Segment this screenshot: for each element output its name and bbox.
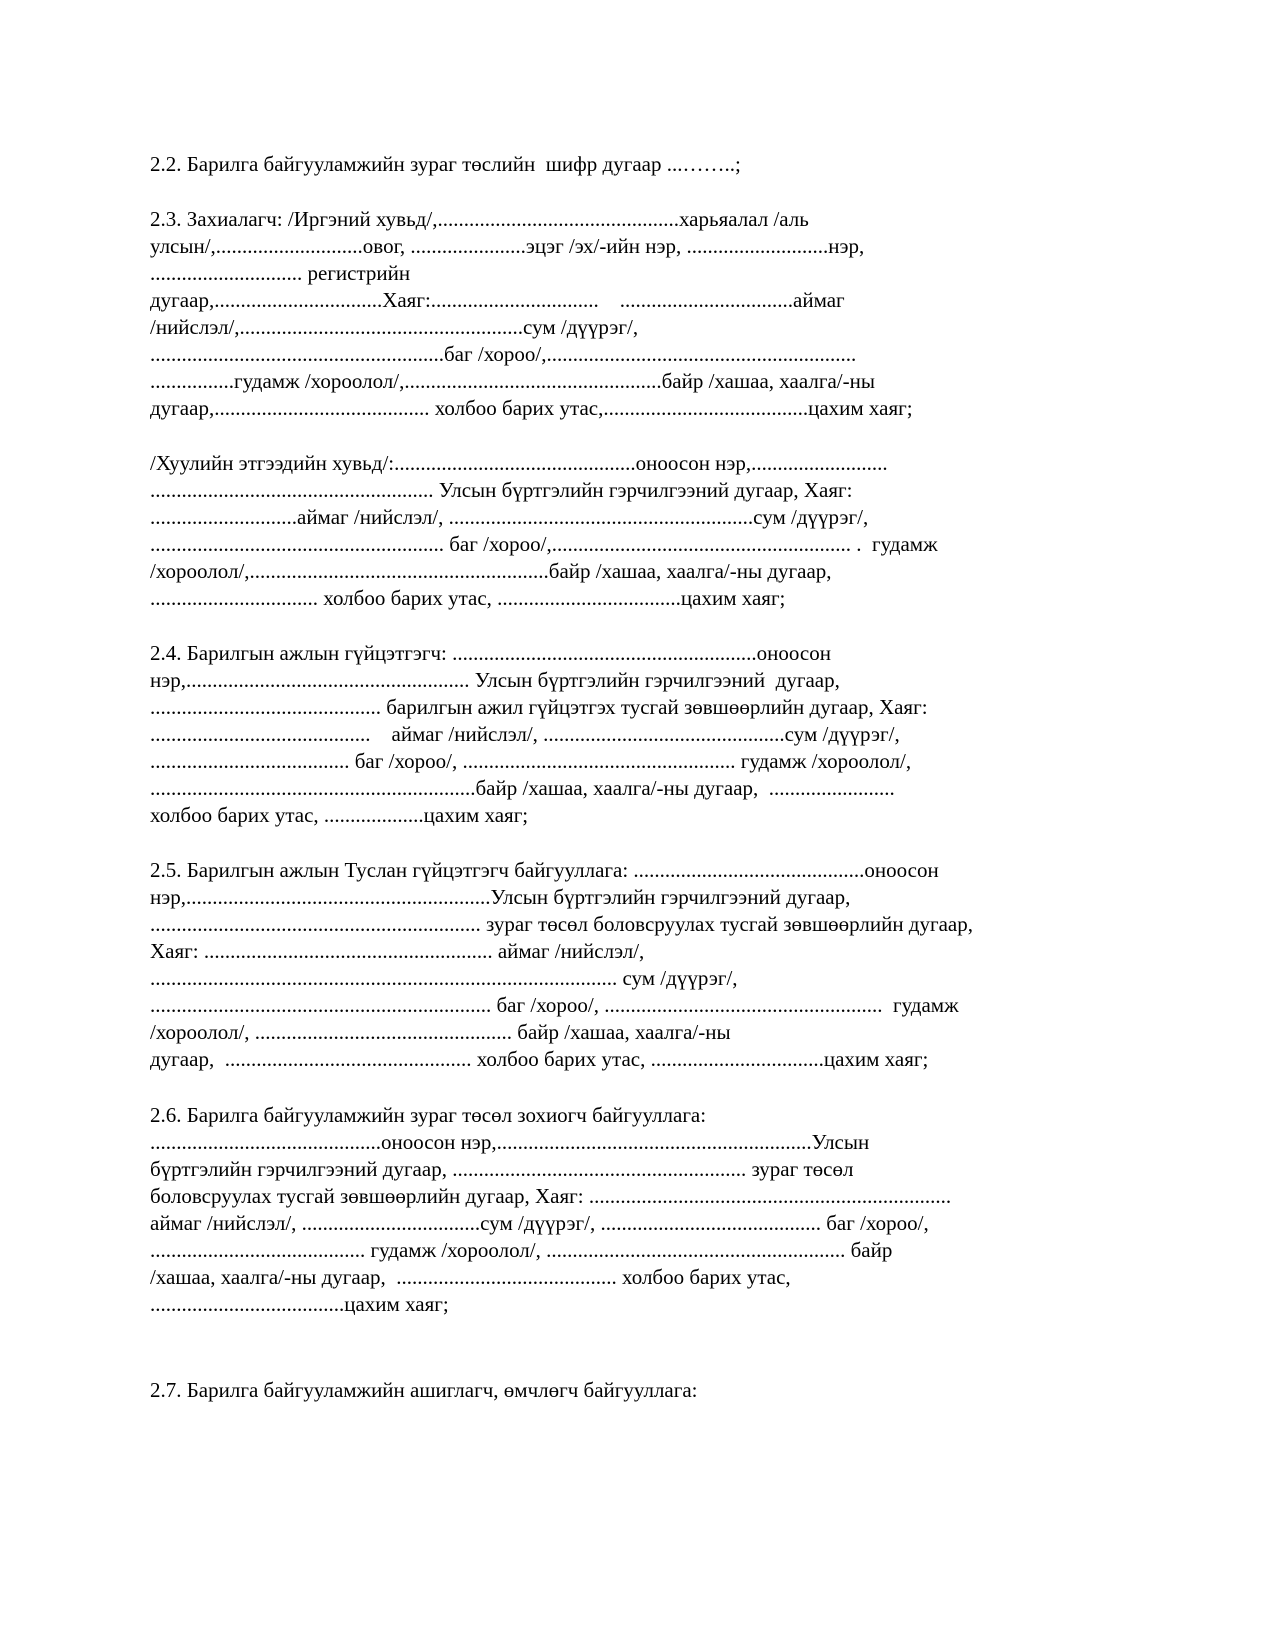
section-2-4-line-6: ..............................................................байр /хашаа, хаалга/-ны дугаар, ........................ — [150, 776, 895, 800]
section-2-4-line-7: холбоо барих утас, ...................цахим хаяг; — [150, 803, 529, 827]
section-2-3-line-2: улсын/,............................овог, ......................эцэг /эх/-ийн нэр, ...........................нэр, — [150, 234, 865, 258]
section-2-2-line-1: 2.2. Барилга байгууламжийн зураг төслийн шифр дугаар ...……..; — [150, 152, 741, 176]
section-2-3-line-6: ........................................................баг /хороо/,........................................................... — [150, 342, 857, 366]
section-2-5-line-3: ............................................................... зураг төсөл боловсруулах тусгай зөвшөөрлийн дугаар, — [150, 912, 973, 936]
section-2-3-line-3: ............................. регистрийн — [150, 261, 411, 285]
section-2-5-line-4: Хаяг: ....................................................... аймаг /нийслэл/, — [150, 939, 645, 963]
section-2-5-line-6: ................................................................. баг /хороо/, ..................................................... гудамж — [150, 993, 959, 1017]
section-2-6-line-7: /хашаа, хаалга/-ны дугаар, .......................................... холбоо барих утас, — [150, 1265, 791, 1289]
section-2-6-line-1: 2.6. Барилга байгууламжийн зураг төсөл зохиогч байгууллага: — [150, 1103, 707, 1127]
section-2-5-line-5: ......................................................................................... сум /дүүрэг/, — [150, 966, 738, 990]
section-2-3-legal-line-6: ................................ холбоо барих утас, ...................................цахим хаяг; — [150, 586, 786, 610]
section-2-4-line-2: нэр,...................................................... Улсын бүртгэлийн гэрчилгээний дугаар, — [150, 668, 840, 692]
section-2-4-line-5: ...................................... баг /хороо/, .................................................... гудамж /хороолол/, — [150, 749, 912, 773]
section-2-3-line-4: дугаар,................................Хаяг:................................ .................................аймаг — [150, 288, 845, 312]
section-2-3-legal-line-2: ...................................................... Улсын бүртгэлийн гэрчилгээний дугаар, Хаяг: — [150, 478, 853, 502]
section-2-6-line-4: боловсруулах тусгай зөвшөөрлийн дугаар, Хаяг: ..................................................................... — [150, 1184, 952, 1208]
section-2-3-legal-line-5: /хороолол/,.........................................................байр /хашаа, хаалга/-ны дугаар, — [150, 559, 832, 583]
section-2-7-line-1: 2.7. Барилга байгууламжийн ашиглагч, өмчлөгч байгууллага: — [150, 1378, 698, 1402]
section-2-4-line-4: .......................................... аймаг /нийслэл/, ..............................................сум /дүүрэг/, — [150, 722, 900, 746]
section-2-6-line-2: ............................................оноосон нэр,............................................................Улсын — [150, 1130, 870, 1154]
section-2-6-line-5: аймаг /нийслэл/, ..................................сум /дүүрэг/, .......................................... баг /хороо/, — [150, 1211, 929, 1235]
section-2-5-line-8: дугаар, ............................................... холбоо барих утас, .................................цахим хаяг; — [150, 1047, 929, 1071]
section-2-6-line-8: .....................................цахим хаяг; — [150, 1292, 449, 1316]
section-2-4-line-3: ............................................ барилгын ажил гүйцэтгэх тусгай зөвшөөрлийн дугаар, Хаяг: — [150, 695, 928, 719]
section-2-3-legal-line-3: ............................аймаг /нийслэл/, ..........................................................сум /дүүрэг/, — [150, 505, 869, 529]
section-2-3-line-8: дугаар,......................................... холбоо барих утас,.......................................цахим хаяг; — [150, 396, 913, 420]
section-2-3-line-5: /нийслэл/,......................................................сум /дүүрэг/, — [150, 315, 639, 339]
section-2-5-line-7: /хороолол/, ................................................. байр /хашаа, хаалга/-ны — [150, 1020, 731, 1044]
section-2-3-legal-line-1: /Хуулийн этгээдийн хувьд/:..............................................оноосон нэр,.......................... — [150, 451, 888, 475]
section-2-4-line-1: 2.4. Барилгын ажлын гүйцэтгэгч: ..........................................................оноосон — [150, 641, 831, 665]
section-2-5-line-2: нэр,..........................................................Улсын бүртгэлийн гэрчилгээний дугаар, — [150, 885, 851, 909]
section-2-3-line-7: ................гудамж /хороолол/,.................................................байр /хашаа, хаалга/-ны — [150, 369, 875, 393]
section-2-6-line-6: ......................................... гудамж /хороолол/, ......................................................... байр — [150, 1238, 893, 1262]
section-2-6-line-3: бүртгэлийн гэрчилгээний дугаар, ........................................................ зураг төсөл — [150, 1157, 854, 1181]
section-2-3-line-1: 2.3. Захиалагч: /Иргэний хувьд/,..............................................харьяалал /аль — [150, 207, 809, 231]
section-2-5-line-1: 2.5. Барилгын ажлын Туслан гүйцэтгэгч байгууллага: ............................................оноосон — [150, 858, 939, 882]
section-2-3-legal-line-4: ........................................................ баг /хороо/,......................................................... . гудамж — [150, 532, 938, 556]
